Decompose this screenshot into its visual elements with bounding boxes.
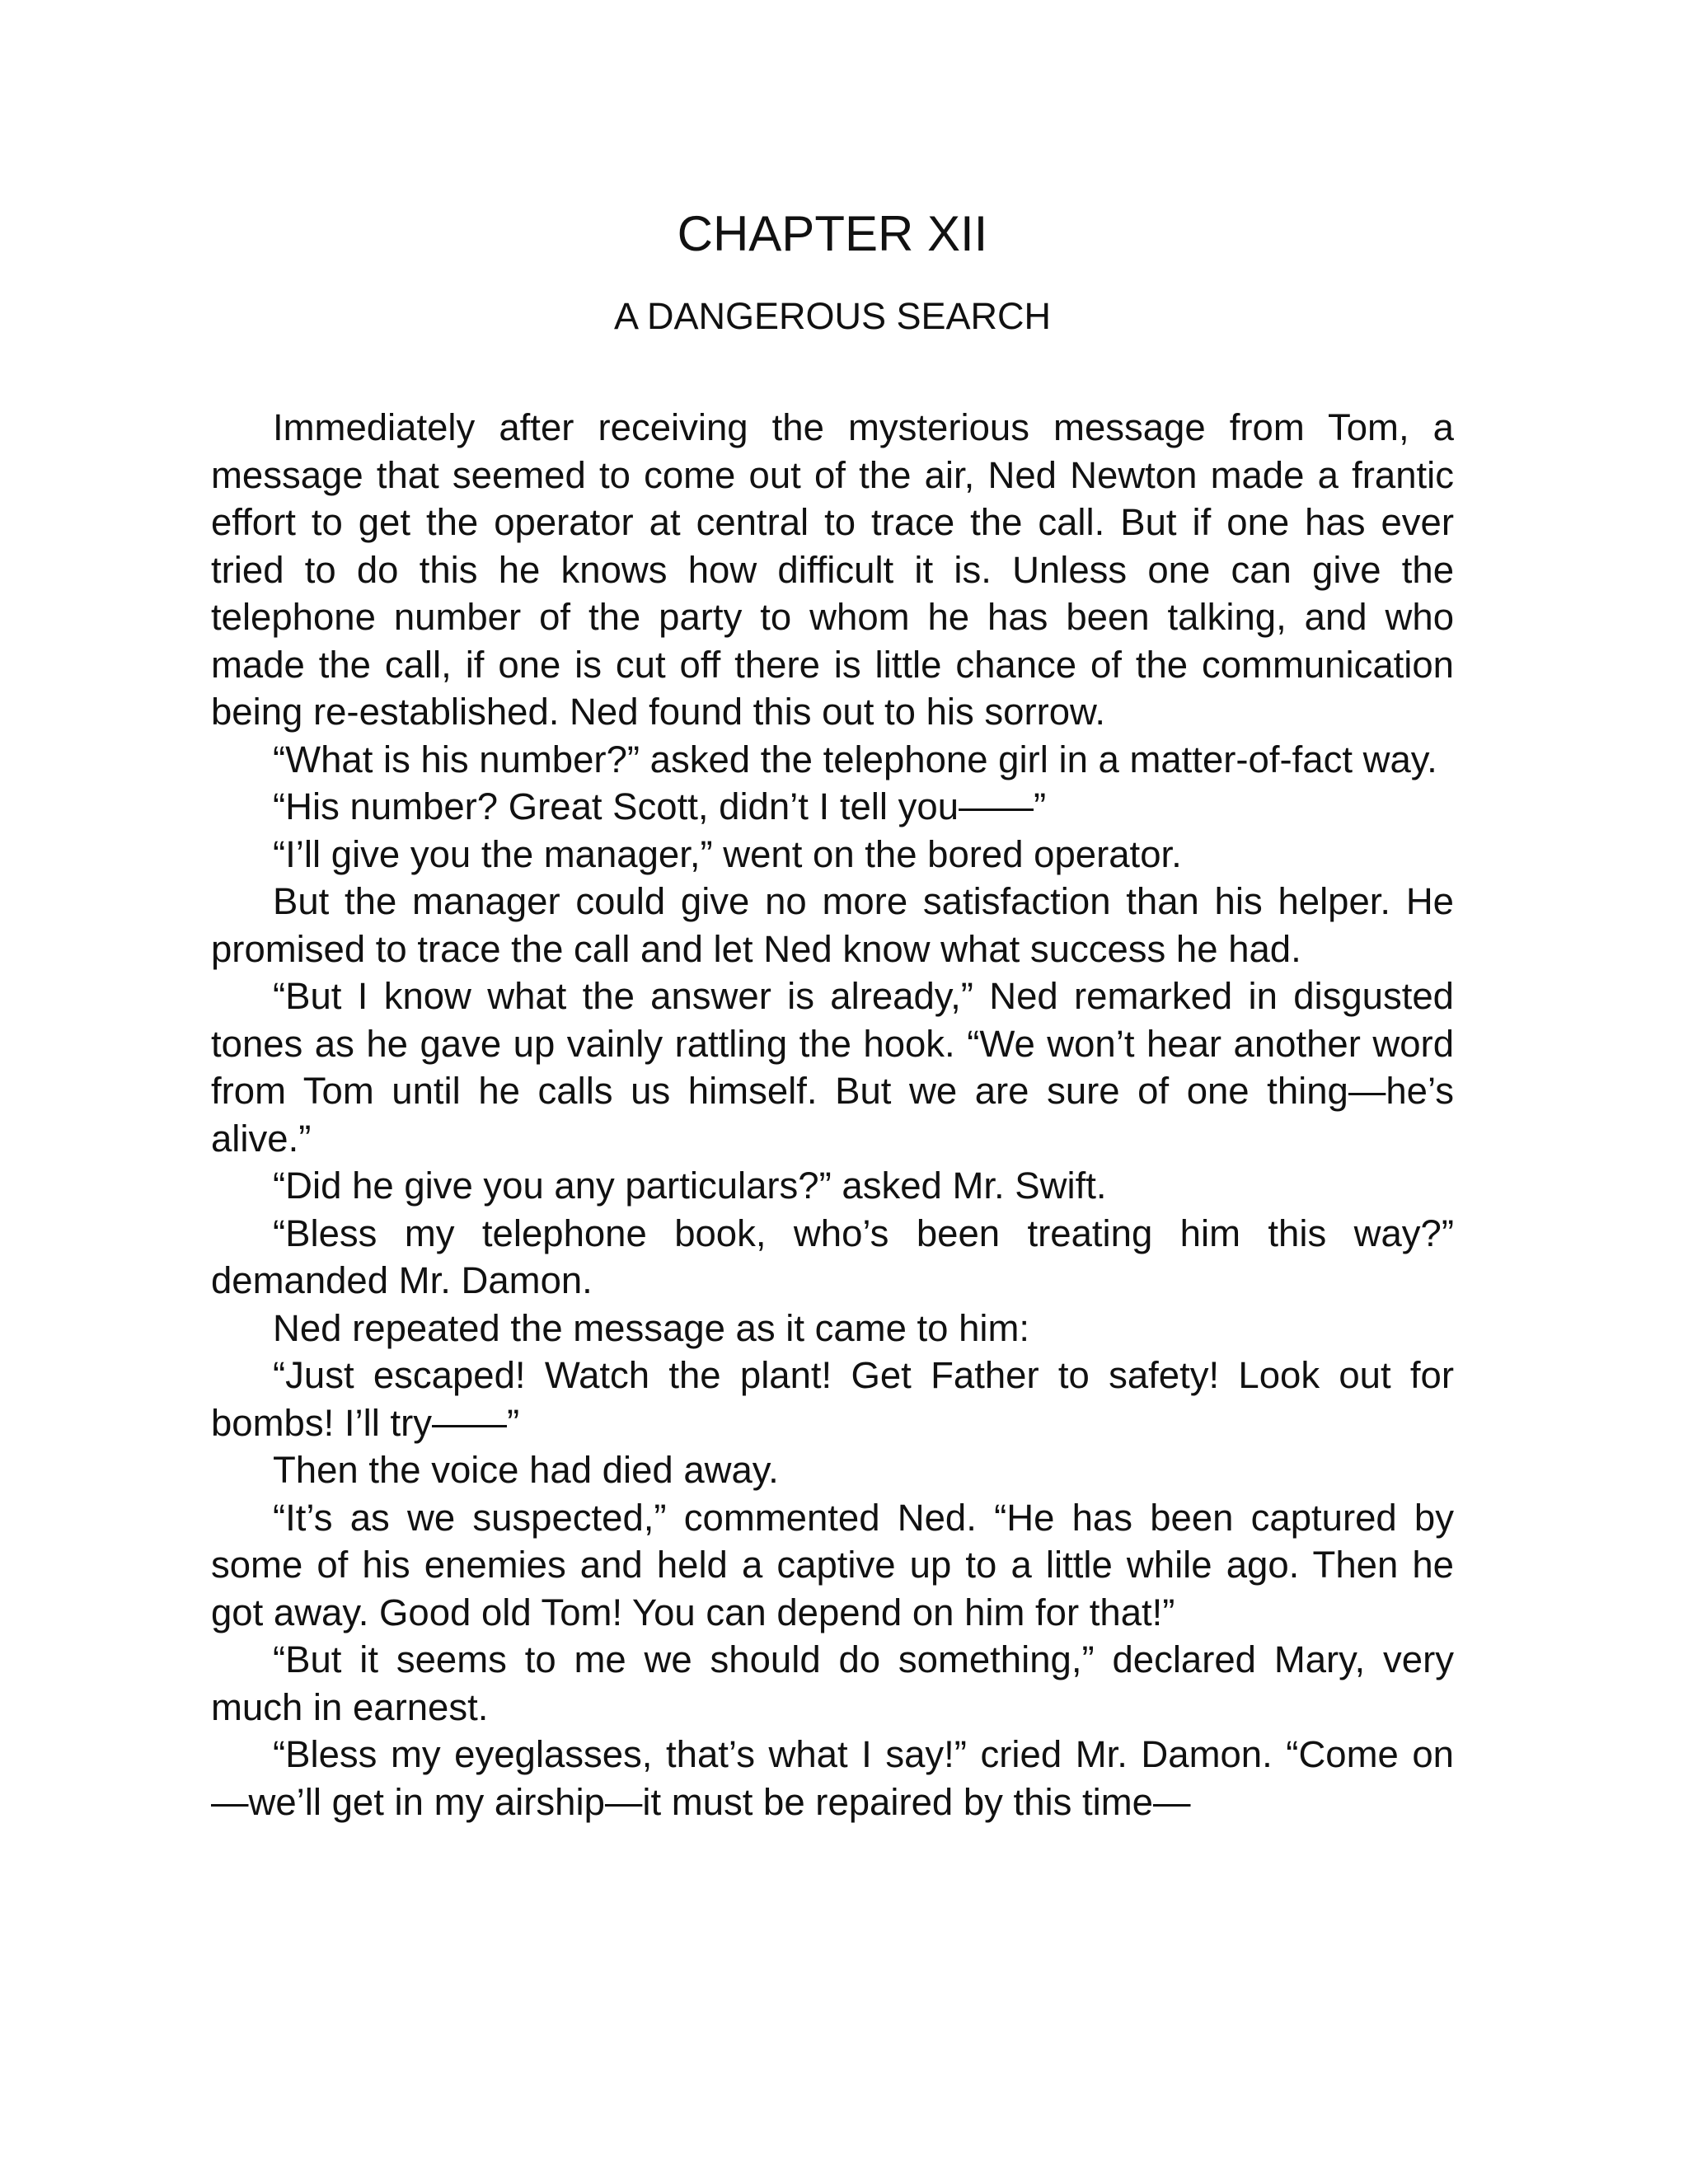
paragraph: “What is his number?” asked the telephone girl in a matter-of-fact way. bbox=[273, 738, 1437, 780]
paragraph: “Bless my eyeglasses, that’s what I say!” cried Mr. Damon. “Come on—we’ll get in my airship—it must be repaired by this time— bbox=[211, 1733, 1454, 1823]
paragraph: “But I know what the answer is already,” Ned remarked in disgusted tones as he gave up vainly rattling the hook. “We won’t hear another word from Tom until he calls us himself. But we are sure of one thing—he’s alive.” bbox=[211, 975, 1454, 1160]
chapter-heading: CHAPTER XII bbox=[677, 206, 988, 261]
chapter-body bbox=[211, 404, 1454, 1825]
book-page bbox=[211, 0, 1454, 2184]
paragraph: “His number? Great Scott, didn’t I tell you——” bbox=[273, 785, 1047, 827]
paragraph: Ned repeated the message as it came to him: bbox=[273, 1306, 1030, 1349]
paragraph: “I’ll give you the manager,” went on the bored operator. bbox=[273, 832, 1182, 875]
paragraph: Then the voice had died away. bbox=[273, 1449, 779, 1491]
paragraph: “But it seems to me we should do something,” declared Mary, very much in earnest. bbox=[211, 1638, 1454, 1728]
paragraph: “Just escaped! Watch the plant! Get Father to safety! Look out for bombs! I’ll try——” bbox=[211, 1354, 1454, 1444]
paragraph: “It’s as we suspected,” commented Ned. “He has been captured by some of his enemies and held a captive up to a little while ago. Then he got away. Good old Tom! You can depend on him for that!” bbox=[211, 1496, 1454, 1633]
paragraph: “Bless my telephone book, who’s been treating him this way?” demanded Mr. Damon. bbox=[211, 1212, 1454, 1301]
chapter-title: A DANGEROUS SEARCH bbox=[613, 295, 1052, 337]
paragraph: “Did he give you any particulars?” asked Mr. Swift. bbox=[273, 1165, 1107, 1207]
paragraph: But the manager could give no more satisfaction than his helper. He promised to trace the call and let Ned know what success he had. bbox=[211, 880, 1454, 970]
paragraph: Immediately after receiving the mysterious message from Tom, a message that seemed to come out of the air, Ned Newton made a frantic effort to get the operator at central to trace the call. But if one has ever tried to do this he knows how difficult it is. Unless one can give the telephone number of the party to whom he has been talking, and who made the call, if one is cut off there is little chance of the communication being re-established. Ned found this out to his sorrow. bbox=[211, 406, 1454, 733]
